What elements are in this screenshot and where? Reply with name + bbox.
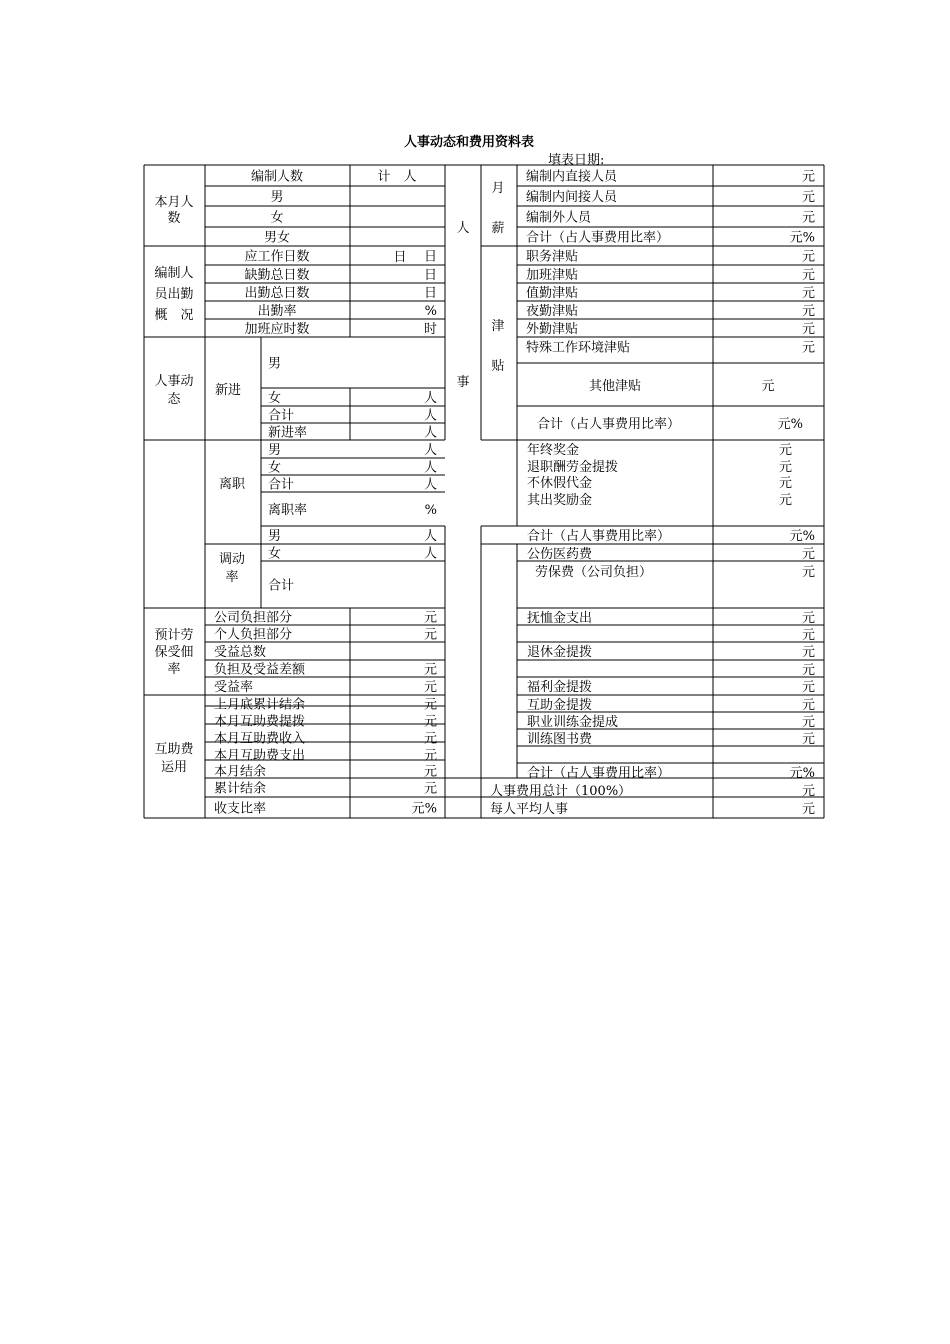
section-insurance: 保受佃 — [154, 645, 194, 660]
salary-row-label: 编制内间接人员 — [526, 190, 618, 205]
salary-row-unit: 元% — [789, 230, 815, 246]
section-personnel: 人事动 — [154, 374, 194, 389]
section-new-hires: 新进 — [214, 383, 242, 398]
section-mutual-aid: 互助费 — [154, 742, 194, 757]
personnel-vertical-label: 事 — [456, 375, 470, 390]
allowance-row-unit: 元% — [777, 417, 803, 432]
section-mutual-aid: 运用 — [160, 760, 188, 775]
section-monthly-headcount: 本月人 — [154, 195, 194, 210]
bonus-row-label: 退职酬劳金提拨 — [527, 460, 619, 475]
new-hire-row-unit: 人 — [423, 425, 437, 441]
insurance-row-unit: 元 — [423, 680, 437, 695]
welfare-row-label: 劳保费（公司负担） — [535, 565, 653, 580]
new-hire-row-label: 女 — [268, 391, 282, 406]
mutual-aid-row-unit: 元 — [423, 781, 437, 797]
departure-row-unit: 人 — [423, 443, 437, 458]
welfare-row-unit: 元 — [801, 645, 815, 660]
allowance-row-unit: 元 — [801, 268, 815, 283]
section-attendance: 编制人 — [154, 266, 194, 281]
bonus-row-label: 合计（占人事费用比率） — [527, 529, 671, 544]
new-hire-row-label: 新进率 — [268, 425, 308, 441]
insurance-row-label: 负担及受益差额 — [214, 662, 306, 678]
mutual-aid-row-label: 本月互助费提拨 — [214, 714, 306, 730]
attendance-row-unit: 日 — [423, 268, 437, 283]
allowance-row-label: 夜勤津贴 — [526, 304, 579, 319]
mutual-aid-row-label: 收支比率 — [214, 801, 267, 817]
bonus-row-label: 其出奖励金 — [527, 493, 593, 508]
welfare-row-label: 职业训练金提成 — [527, 715, 619, 730]
mutual-aid-row-unit: 元 — [423, 764, 437, 780]
welfare-row-label: 退休金提拨 — [527, 645, 593, 660]
welfare-row-unit: 元 — [801, 715, 815, 730]
attendance-row-unit: 日 — [423, 249, 437, 265]
welfare-row-label: 互助金提拨 — [527, 698, 593, 713]
monthly-salary-label: 薪 — [491, 221, 505, 236]
attendance-row-unit: 时 — [423, 322, 437, 337]
transfer-row-label: 合计 — [268, 578, 295, 594]
allowance-row-unit: 元 — [801, 286, 815, 301]
attendance-row-unit: 日 — [423, 286, 437, 301]
allowance-row-unit: 元 — [801, 340, 815, 356]
departure-row-label: 离职率 — [268, 503, 308, 518]
departure-row-label: 女 — [268, 460, 282, 476]
transfer-row-label: 女 — [268, 546, 282, 562]
new-hire-row-label: 男 — [268, 356, 282, 372]
allowance-row-label: 加班津贴 — [526, 268, 579, 283]
welfare-row-unit: 元 — [801, 732, 815, 747]
departure-row-unit: 人 — [423, 477, 437, 493]
welfare-row-label: 公伤医药费 — [527, 547, 593, 562]
welfare-row-unit: 元% — [789, 766, 815, 781]
total-row-label: 每人平均人事 — [490, 802, 569, 817]
allowance-row-unit: 元 — [801, 249, 815, 265]
mutual-aid-row-label: 本月结余 — [214, 764, 267, 780]
mutual-aid-row-label: 本月互助费收入 — [214, 731, 306, 747]
departure-row-label: 男 — [268, 443, 282, 458]
insurance-row-label: 个人负担部分 — [214, 627, 293, 643]
section-insurance: 预计劳 — [154, 628, 194, 643]
attendance-row-label: 应工作日数 — [244, 249, 310, 265]
departure-row-unit: % — [424, 503, 437, 518]
mutual-aid-row-label: 上月底累计结余 — [214, 697, 306, 713]
insurance-row-unit: 元 — [423, 627, 437, 643]
mutual-aid-row-unit: 元% — [411, 801, 437, 817]
section-attendance: 概 况 — [154, 308, 194, 323]
headcount-row-unit: 计 人 — [377, 169, 417, 185]
headcount-row-label: 编制人数 — [250, 169, 304, 185]
transfer-row-label: 男 — [268, 529, 282, 544]
attendance-row-label: 出勤率 — [257, 304, 297, 319]
allowance-row-unit: 元 — [801, 322, 815, 337]
allowance-row-unit: 元 — [761, 379, 775, 394]
headcount-row-label: 女 — [270, 210, 284, 226]
monthly-salary-label: 月 — [491, 181, 505, 196]
total-row-unit: 元 — [801, 802, 815, 817]
allowance-row-label: 其他津贴 — [588, 379, 642, 394]
section-attendance: 员出勤 — [154, 287, 194, 302]
section-insurance: 率 — [167, 662, 181, 677]
welfare-row-label: 训练图书费 — [527, 732, 593, 747]
insurance-row-unit: 元 — [423, 662, 437, 678]
fill-date-label: 填表日期: — [548, 153, 605, 168]
section-personnel: 态 — [167, 392, 181, 407]
table-text — [154, 169, 815, 818]
attendance-row-unit: % — [424, 304, 437, 319]
insurance-row-label: 受益总数 — [214, 645, 267, 660]
allowance-row-label: 合计（占人事费用比率） — [537, 417, 681, 432]
welfare-row-unit: 元 — [801, 663, 815, 678]
transfer-row-unit: 人 — [423, 546, 437, 562]
document-title: 人事动态和费用资料表 — [404, 135, 535, 150]
welfare-row-unit: 元 — [801, 565, 815, 580]
bonus-row-unit: 元 — [778, 443, 792, 458]
welfare-row-unit: 元 — [801, 547, 815, 562]
salary-row-label: 编制外人员 — [526, 210, 592, 226]
bonus-row-label: 不休假代金 — [527, 476, 593, 491]
bonus-row-unit: 元 — [778, 460, 792, 475]
headcount-row-label: 男女 — [263, 230, 291, 246]
salary-row-unit: 元 — [801, 169, 815, 185]
mutual-aid-row-label: 本月互助费支出 — [214, 748, 306, 764]
attendance-row-label: 出勤总日数 — [244, 286, 310, 301]
welfare-row-label: 合计（占人事费用比率） — [527, 766, 671, 781]
salary-row-label: 合计（占人事费用比率） — [526, 230, 670, 246]
section-transfer: 率 — [225, 570, 239, 585]
bonus-row-label: 年终奖金 — [527, 443, 580, 458]
allowance-row-label: 外勤津贴 — [526, 322, 579, 337]
welfare-row-label: 抚恤金支出 — [527, 611, 593, 626]
section-monthly-headcount: 数 — [167, 211, 181, 226]
transfer-row-unit: 人 — [423, 529, 437, 544]
attendance-row-label: 缺勤总日数 — [244, 268, 310, 283]
mutual-aid-row-label: 累计结余 — [214, 781, 267, 797]
departure-row-label: 合计 — [268, 477, 295, 493]
bonus-row-unit: 元% — [789, 529, 815, 544]
insurance-row-label: 公司负担部分 — [214, 610, 293, 626]
insurance-row-label: 受益率 — [214, 680, 254, 695]
welfare-row-unit: 元 — [801, 611, 815, 626]
section-transfer: 调动 — [218, 552, 246, 567]
new-hire-row-unit: 人 — [423, 408, 437, 424]
allowance-row-label: 值勤津贴 — [526, 286, 579, 301]
mutual-aid-row-unit: 元 — [423, 714, 437, 730]
total-row-label: 人事费用总计（100%） — [490, 784, 632, 799]
allowance-label: 贴 — [491, 359, 505, 374]
attendance-unit: 日 — [393, 250, 407, 265]
salary-row-label: 编制内直接人员 — [526, 169, 618, 185]
attendance-row-label: 加班应时数 — [244, 322, 310, 337]
allowance-row-unit: 元 — [801, 304, 815, 319]
salary-row-unit: 元 — [801, 210, 815, 226]
allowance-label: 津 — [491, 319, 505, 334]
new-hire-row-unit: 人 — [423, 391, 437, 406]
bonus-row-unit: 元 — [778, 476, 792, 491]
allowance-row-label: 特殊工作环境津贴 — [526, 340, 631, 356]
total-row-unit: 元 — [801, 784, 815, 799]
insurance-row-unit: 元 — [423, 610, 437, 626]
section-departures: 离职 — [218, 477, 246, 492]
mutual-aid-row-unit: 元 — [423, 731, 437, 747]
welfare-row-unit: 元 — [801, 680, 815, 695]
welfare-row-unit: 元 — [801, 628, 815, 643]
mutual-aid-row-unit: 元 — [423, 697, 437, 713]
mutual-aid-row-unit: 元 — [423, 748, 437, 764]
welfare-row-label: 福利金提拨 — [527, 680, 593, 695]
headcount-row-label: 男 — [270, 190, 284, 205]
departure-row-unit: 人 — [423, 460, 437, 476]
allowance-row-label: 职务津贴 — [526, 249, 579, 265]
welfare-row-unit: 元 — [801, 698, 815, 713]
salary-row-unit: 元 — [801, 190, 815, 205]
bonus-row-unit: 元 — [778, 493, 792, 508]
new-hire-row-label: 合计 — [268, 408, 295, 424]
personnel-vertical-label: 人 — [456, 221, 470, 236]
